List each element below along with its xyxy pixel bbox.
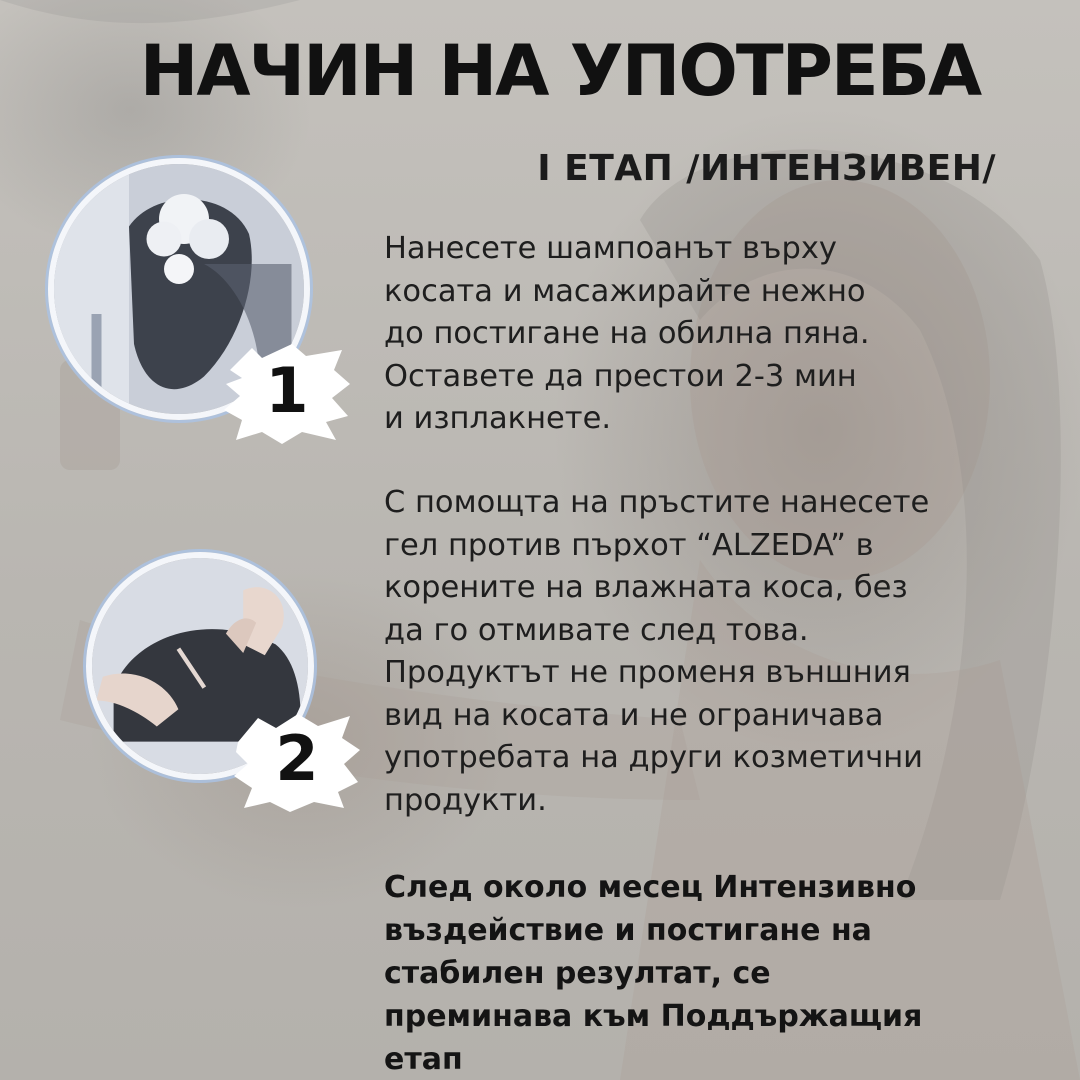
step2-number-badge bbox=[232, 708, 362, 814]
final-note-text: След около месец Интензивно въздействие и постигане на стабилен резултат, се преминава към Поддържащия етап bbox=[384, 870, 923, 1077]
page-title: НАЧИН НА УПОТРЕБА bbox=[139, 30, 981, 112]
stage-subtitle: I ЕТАП /ИНТЕНЗИВЕН/ bbox=[537, 148, 996, 189]
step2-text: С помощта на пръстите нанесете гел против пърхот “ALZEDA” в корените на влажната коса, без да го отмивате след това. Продуктът не променя външния вид на косата и не ограничава употребата на други козметични продукти. bbox=[384, 485, 930, 818]
step2-number: 2 bbox=[275, 722, 319, 795]
step2-instructions bbox=[384, 482, 1004, 822]
final-note bbox=[384, 866, 1024, 1080]
step1-text: Нанесете шампоанът върху косата и масажирайте нежно до постигане на обилна пяна. Оставете да престои 2-3 мин и изплакнете. bbox=[384, 231, 870, 436]
step1-instructions bbox=[384, 228, 1004, 441]
step1-number: 1 bbox=[265, 354, 309, 427]
step1-number-badge bbox=[222, 340, 352, 446]
